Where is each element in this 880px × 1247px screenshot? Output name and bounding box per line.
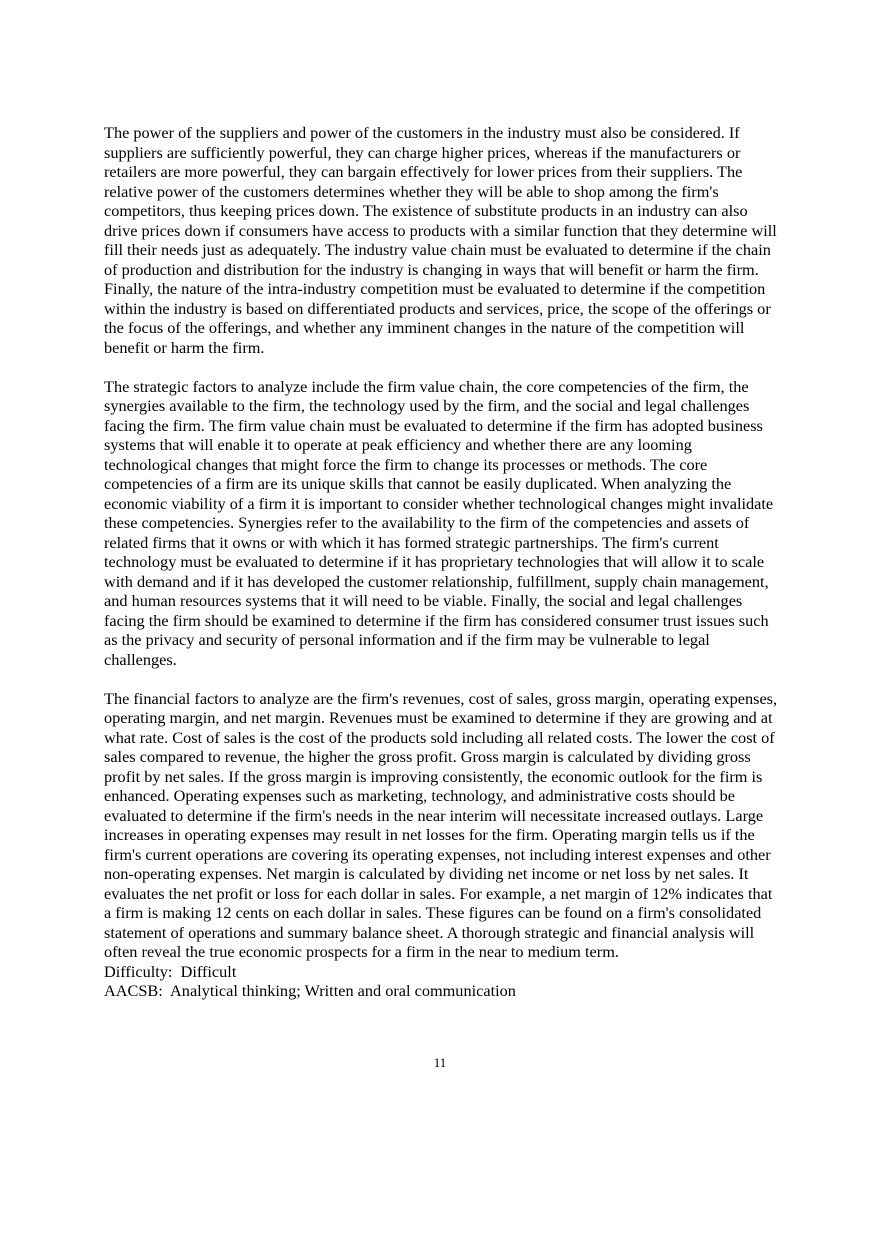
- paragraph-strategic-factors: The strategic factors to analyze include the firm value chain, the core competencies of the firm, the synergies available to the firm, the technology used by the firm, and the social and legal challenges facing the firm. The firm value chain must be evaluated to determine if the firm has adopted business systems that will enable it to operate at peak efficiency and whether there are any looming technological changes that might force the firm to change its processes or methods. The core competencies of a firm are its unique skills that cannot be easily duplicated. When analyzing the economic viability of a firm it is important to consider whether technological changes might invalidate these competencies. Synergies refer to the availability to the firm of the competencies and assets of related firms that it owns or with which it has formed strategic partnerships. The firm's current technology must be evaluated to determine if it has proprietary technologies that will allow it to scale with demand and if it has developed the customer relationship, fulfillment, supply chain management, and human resources systems that it will need to be viable. Finally, the social and legal challenges facing the firm should be examined to determine if the firm has considered consumer trust issues such as the privacy and security of personal information and if the firm may be vulnerable to legal challenges.: [104, 376, 774, 669]
- document-body: [104, 123, 778, 1001]
- page-number: 11: [433, 1055, 447, 1070]
- paragraph-financial-factors: The financial factors to analyze are the firm's revenues, cost of sales, gross margin, operating expenses, operating margin, and net margin. Revenues must be examined to determine if they are growing and at what rate. Cost of sales is the cost of the products sold including all related costs. The lower the cost of sales compared to revenue, the higher the gross profit. Gross margin is calculated by dividing gross profit by net sales. If the gross margin is improving consistently, the economic outlook for the firm is enhanced. Operating expenses such as marketing, technology, and administrative costs should be evaluated to determine if the firm's needs in the near interim will necessitate increased outlays. Large increases in operating expenses may result in net losses for the firm. Operating margin tells us if the firm's current operations are covering its operating expenses, not including interest expenses and other non-operating expenses. Net margin is calculated by dividing net income or net loss by net sales. It evaluates the net profit or loss for each dollar in sales. For example, a net margin of 12% indicates that a firm is making 12 cents on each dollar in sales. These figures can be found on a firm's consolidated statement of operations and summary balance sheet. A thorough strategic and financial analysis will often reveal the true economic prospects for a firm in the near to medium term.: [104, 688, 778, 961]
- paragraph-market-forces: The power of the suppliers and power of the customers in the industry must also be considered. If suppliers are sufficiently powerful, they can charge higher prices, whereas if the manufacturers or retailers are more powerful, they can bargain effectively for lower prices from their suppliers. The relative power of the customers determines whether they will be able to shop among the firm's competitors, thus keeping prices down. The existence of substitute products in an industry can also drive prices down if consumers have access to products with a similar function that they determine will fill their needs just as adequately. The industry value chain must be evaluated to determine if the chain of production and distribution for the industry is changing in ways that will benefit or harm the firm. Finally, the nature of the intra-industry competition must be evaluated to determine if the competition within the industry is based on differentiated products and services, price, the scope of the offerings or the focus of the offerings, and whether any imminent changes in the nature of the competition will benefit or harm the firm.: [104, 123, 777, 357]
- difficulty-line: Difficulty: Difficult: [104, 961, 237, 981]
- aacsb-line: AACSB: Analytical thinking; Written and oral communication: [104, 981, 516, 1000]
